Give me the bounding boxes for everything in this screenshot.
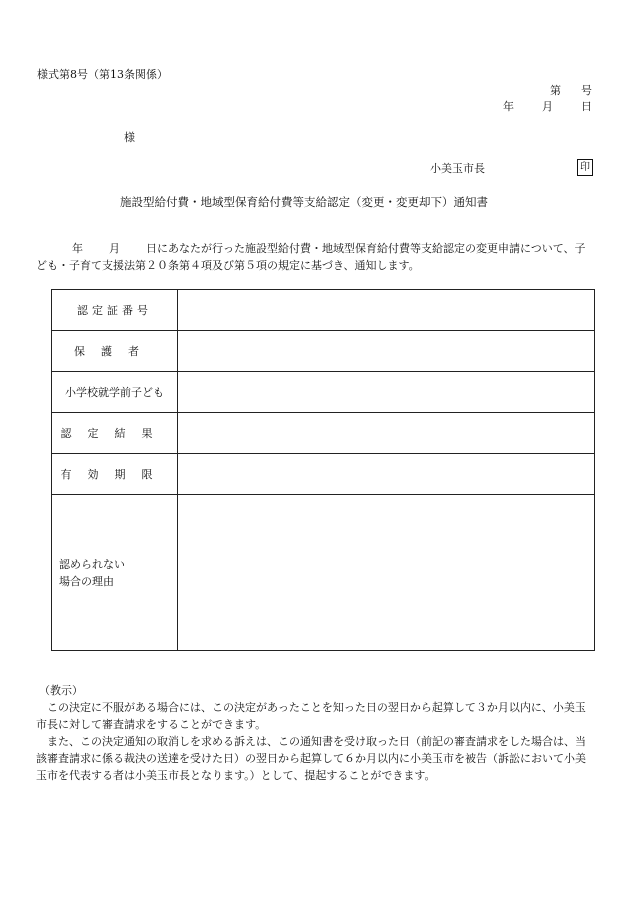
intro-year: 年 xyxy=(72,242,83,255)
document-number xyxy=(550,82,592,98)
instruction-notice xyxy=(36,682,594,784)
notice-paragraph-1: この決定に不服がある場合には、この決定があったことを知った日の翌日から起算して３か月以内に、小美玉市長に対して審査請求をすることができます。 xyxy=(36,701,586,731)
seal-stamp: 印 xyxy=(577,159,593,176)
row-value-validity-period xyxy=(178,454,595,495)
rejection-reason-line2: 場合の理由 xyxy=(59,574,114,588)
row-label-validity-period: 有効期限 xyxy=(52,454,178,495)
row-label-rejection-reason xyxy=(52,495,178,651)
row-value-certificate-number xyxy=(178,290,595,331)
notice-paragraph-2: また、この決定通知の取消しを求める訴えは、この通知書を受け取った日（前記の審査請求をした場合は、当該審査請求に係る裁決の送達を受けた日）の翌日から起算して６か月以内に小美玉市を被告（訴訟において小美玉市を代表する者は小美玉市長となります。）として、提起することができます。 xyxy=(36,735,586,782)
row-value-guardian xyxy=(178,331,595,372)
row-label-certification-result: 認定結果 xyxy=(52,413,178,454)
row-value-preschool-child xyxy=(178,372,595,413)
table-row xyxy=(52,413,595,454)
intro-paragraph xyxy=(36,240,594,274)
form-number: 様式第8号（第13条関係） xyxy=(37,68,168,81)
notice-heading: （教示） xyxy=(39,684,83,697)
row-label-certificate-number: 認定証番号 xyxy=(52,290,178,331)
document-title: 施設型給付費・地域型保育給付費等支給認定（変更・変更却下）通知書 xyxy=(120,195,488,209)
table-row xyxy=(52,331,595,372)
date-year: 年 xyxy=(503,100,514,113)
issuer-title: 小美玉市長 xyxy=(430,162,485,175)
issue-date xyxy=(503,98,592,114)
intro-month: 月 xyxy=(109,242,120,255)
number-label-dai: 第 xyxy=(550,84,561,97)
row-value-certification-result xyxy=(178,413,595,454)
rejection-reason-line1: 認められない xyxy=(59,557,125,571)
addressee-honorific: 様 xyxy=(124,131,135,144)
row-label-preschool-child: 小学校就学前子ども xyxy=(52,372,178,413)
table-row xyxy=(52,454,595,495)
table-row xyxy=(52,495,595,651)
date-day: 日 xyxy=(581,100,592,113)
table-row xyxy=(52,290,595,331)
certification-table xyxy=(51,289,595,651)
row-value-rejection-reason xyxy=(178,495,595,651)
date-month: 月 xyxy=(542,100,553,113)
row-label-guardian: 保護者 xyxy=(52,331,178,372)
intro-body: 日にあなたが行った施設型給付費・地域型保育給付費等支給認定の変更申請について、子ども・子育て支援法第２０条第４項及び第５項の規定に基づき、通知します。 xyxy=(36,242,586,272)
table-row xyxy=(52,372,595,413)
number-label-go: 号 xyxy=(581,84,592,97)
